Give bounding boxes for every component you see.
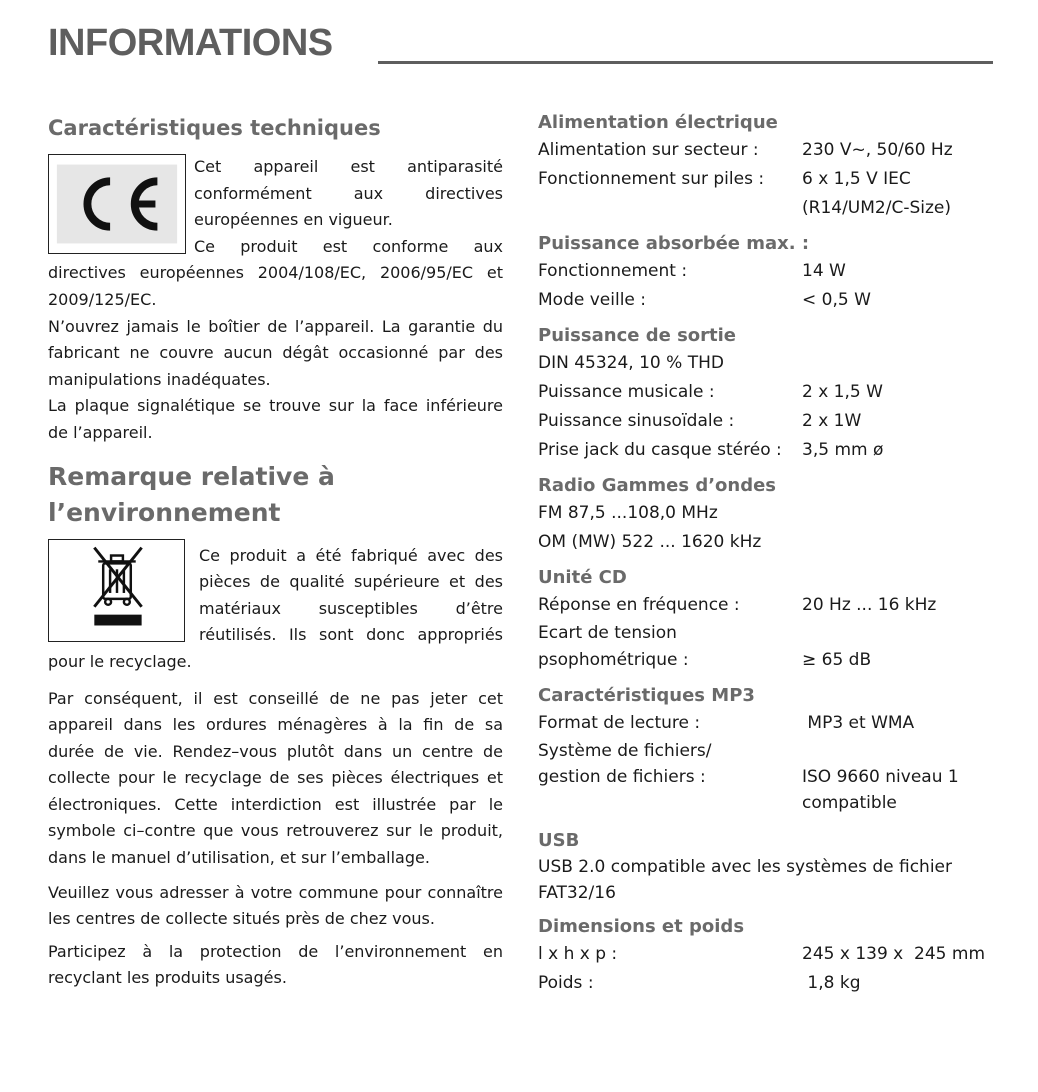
env-section-title [48, 459, 503, 531]
power-title: Alimentation électrique [538, 112, 778, 133]
spec-row: Ecart de tension [538, 623, 677, 643]
spec-row: Poids : 1,8 kg [538, 973, 861, 993]
spec-row: Puissance sinusoïdale : 2 x 1W [538, 411, 862, 431]
output-din-line: DIN 45324, 10 % THD [538, 353, 724, 373]
left-column [48, 110, 503, 992]
tech-paragraph-1: Cet appareil est antiparasité conformément aux directives européennes en vigueur. [194, 157, 503, 230]
env-title-line-2: l’environnement [48, 497, 281, 527]
output-title: Puissance de sortie [538, 325, 737, 346]
spec-row: gestion de fichiers : ISO 9660 niveau 1 compatible [538, 767, 959, 813]
spec-row: Mode veille : < 0,5 W [538, 290, 871, 310]
usb-line: FAT32/16 [538, 883, 616, 903]
spec-row: psophométrique : ≥ 65 dB [538, 650, 872, 670]
ce-mark-icon [48, 154, 186, 254]
usb-line: USB 2.0 compatible avec les systèmes de fichier [538, 857, 952, 877]
dims-title: Dimensions et poids [538, 916, 745, 937]
spec-row: Alimentation sur secteur : 230 V~, 50/60 Hz [538, 140, 953, 160]
spec-row: Système de fichiers/ [538, 741, 712, 761]
cd-title: Unité CD [538, 567, 627, 588]
tech-paragraph-3: N’ouvrez jamais le boîtier de l’appareil. La garantie du fabricant ne couvre aucun dégât occasionné par des manipulations inadéquates. [48, 316, 503, 389]
mp3-title: Caractéristiques MP3 [538, 685, 755, 706]
right-column [538, 110, 993, 998]
spec-row: Format de lecture : MP3 et WMA [538, 713, 915, 733]
spec-row: Fonctionnement sur piles : 6 x 1,5 V IEC (R14/UM2/C-Size) [538, 169, 951, 218]
spec-row: Prise jack du casque stéréo : 3,5 mm ø [538, 440, 884, 460]
env-paragraph-3: Veuillez vous adresser à votre commune pour connaître les centres de collecte situés près de chez vous. [48, 882, 503, 929]
usb-title: USB [538, 830, 580, 851]
env-paragraph-1: Ce produit a été fabriqué avec des pièces de qualité supérieure et des matériaux susceptibles d’être réutilisés. Ils sont donc appropriés pour le recyclage. [48, 545, 503, 671]
tech-paragraph-4: La plaque signalétique se trouve sur la face inférieure de l’appareil. [48, 396, 503, 442]
tech-section-title: Caractéristiques techniques [48, 116, 381, 140]
radio-line: FM 87,5 ...108,0 MHz [538, 503, 718, 523]
env-paragraph-2: Par conséquent, il est conseillé de ne pas jeter cet appareil dans les ordures ménagères à la fin de sa durée de vie. Rendez–vous plutôt dans un centre de collecte pour le recyclage de ses pièces électriques et électroniques. Cette interdiction est illustrée par le symbole ci–contre que vous retrouverez sur le produit, dans le manuel d’utilisation, et sur l’emballage. [48, 688, 503, 868]
title-rule [378, 61, 993, 64]
spec-row: Puissance musicale : 2 x 1,5 W [538, 382, 883, 402]
env-title-line-1: Remarque relative à [48, 461, 335, 491]
radio-line: OM (MW) 522 ... 1620 kHz [538, 532, 762, 552]
spec-row: l x h x p : 245 x 139 x 245 mm [538, 944, 986, 964]
env-paragraph-4: Participez à la protection de l’environnement en recyclant les produits usagés. [48, 941, 503, 988]
page-title [48, 22, 993, 70]
tech-paragraph-2: Ce produit est conforme aux directives européennes 2004/108/EC, 2006/95/EC et 2009/125/EC. [48, 236, 503, 309]
spec-row: Réponse en fréquence : 20 Hz ... 16 kHz [538, 595, 937, 615]
consumption-title: Puissance absorbée max. : [538, 233, 810, 254]
radio-title: Radio Gammes d’ondes [538, 475, 777, 496]
page-title-text: INFORMATIONS [48, 22, 333, 64]
spec-row: Fonctionnement : 14 W [538, 261, 846, 281]
crossed-out-bin-icon [48, 539, 185, 642]
